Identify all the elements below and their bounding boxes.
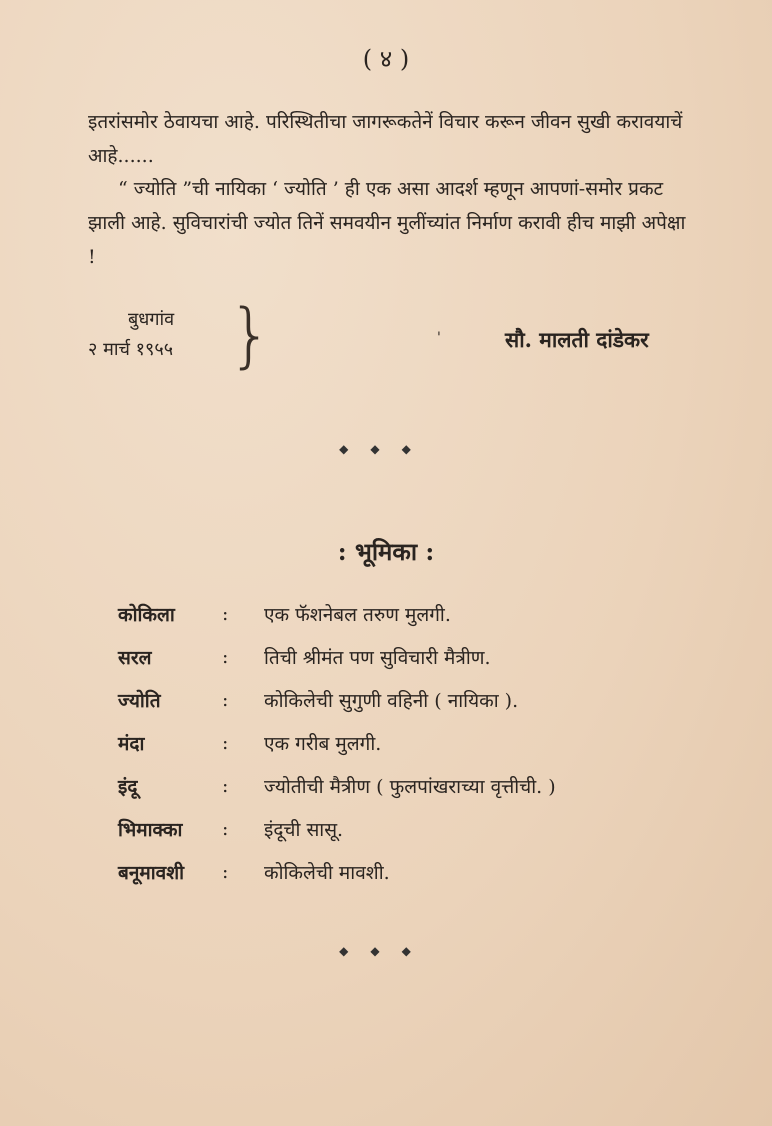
role-separator: :	[222, 860, 229, 883]
role-description: कोकिलेची मावशी.	[264, 861, 390, 884]
role-name: इंदू	[118, 775, 138, 798]
role-separator: :	[222, 602, 229, 625]
place: बुधगांव	[128, 309, 175, 330]
date: २ मार्च १९५५	[88, 339, 174, 360]
role-description: कोकिलेची सुगुणी वहिनी ( नायिका ).	[264, 689, 519, 712]
role-separator: :	[222, 774, 229, 797]
role-separator: :	[222, 817, 229, 840]
role-separator: :	[222, 688, 229, 711]
place-date-block	[88, 305, 174, 365]
role-name: मंदा	[118, 732, 145, 755]
role-description: इंदूची सासू.	[264, 818, 344, 841]
role-description: एक गरीब मुलगी.	[264, 732, 382, 755]
role-name: भिमाक्का	[118, 818, 183, 841]
ornament-divider-bottom: ◆◆◆	[339, 944, 433, 958]
role-name: सरल	[118, 646, 152, 669]
role-separator: :	[222, 645, 229, 668]
roles-list	[118, 592, 556, 893]
role-description: तिची श्रीमंत पण सुविचारी मैत्रीण.	[264, 646, 491, 669]
signature: सौ. मालती दांडेकर	[505, 327, 649, 352]
role-row	[118, 850, 556, 893]
page-number: ( ४ )	[362, 45, 410, 73]
role-description: एक फॅशनेबल तरुण मुलगी.	[264, 603, 451, 626]
body-paragraph-2: “ ज्योति ”ची नायिका ‘ ज्योति ’ ही एक असा आदर्श म्हणून आपणां-समोर प्रकट झाली आहे. सुविचारांची ज्योत तिनें समवयीन मुलींच्यांत निर्माण करावी हीच माझी अपेक्षा !	[88, 178, 686, 268]
role-name: ज्योति	[118, 689, 161, 712]
role-description: ज्योतीची मैत्रीण ( फुलपांखराच्या वृत्तीची. )	[264, 775, 556, 798]
section-title: : भूमिका :	[337, 537, 435, 566]
role-row	[118, 592, 556, 635]
role-name: कोकिला	[118, 603, 175, 626]
body-paragraph-1: इतरांसमोर ठेवायचा आहे. परिस्थितीचा जागरूकतेनें विचार करून जीवन सुखी करावयाचें आहे......	[88, 111, 683, 167]
role-name: बनूमावशी	[118, 861, 185, 884]
role-row	[118, 721, 556, 764]
role-row	[118, 635, 556, 678]
tick-mark: '	[437, 330, 441, 346]
role-row	[118, 678, 556, 721]
ornament-divider: ◆◆◆	[339, 442, 433, 456]
role-row	[118, 764, 556, 807]
role-row	[118, 807, 556, 850]
role-separator: :	[222, 731, 229, 754]
brace-glyph: }	[228, 294, 273, 376]
